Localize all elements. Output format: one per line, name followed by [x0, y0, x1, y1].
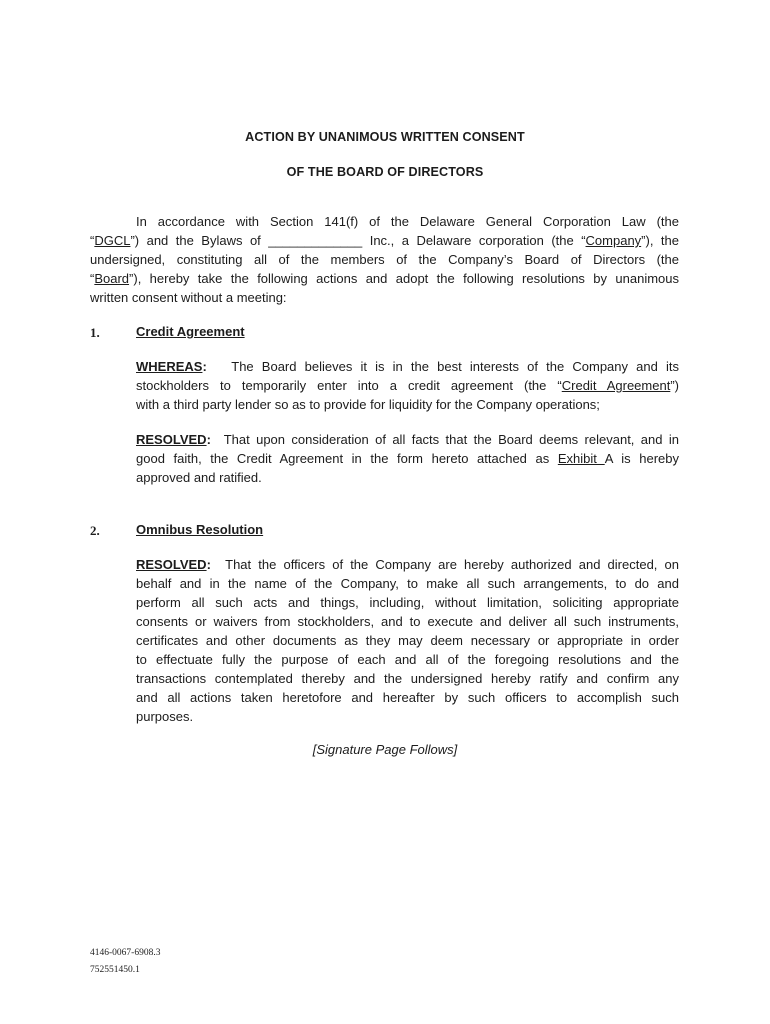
resolved-line: consents or waivers from stockholders, and to execute and deliver all such instruments,	[136, 614, 679, 629]
intro-line: undersigned, constituting all of the members of the Company’s Board of Directors (the	[90, 252, 679, 267]
footer-doc-code-1: 4146-0067-6908.3	[90, 948, 161, 958]
dgcl-term: DGCL	[94, 233, 131, 248]
resolved-line: RESOLVED: That the officers of the Company are hereby authorized and directed, on	[136, 557, 679, 572]
resolved-label: RESOLVED	[136, 557, 207, 572]
resolved-clause-1	[136, 430, 679, 487]
resolved-line: approved and ratified.	[136, 470, 262, 485]
resolved-label: RESOLVED	[136, 432, 207, 447]
whereas-clause	[136, 357, 679, 414]
whereas-label: WHEREAS	[136, 359, 203, 374]
whereas-line: WHEREAS: The Board believes it is in the best interests of the Company and its	[136, 359, 679, 374]
whereas-line: with a third party lender so as to provide for liquidity for the Company operations;	[136, 397, 600, 412]
section-2-heading: Omnibus Resolution	[136, 522, 264, 537]
document-title: ACTION BY UNANIMOUS WRITTEN CONSENT	[245, 130, 525, 144]
signature-page-note: [Signature Page Follows]	[312, 742, 458, 757]
resolved-line: certificates and other documents as they may deem necessary or appropriate in order	[136, 633, 679, 648]
section-1-number: 1.	[90, 325, 100, 340]
resolved-line: RESOLVED: That upon consideration of all facts that the Board deems relevant, and in	[136, 432, 679, 447]
resolved-line: good faith, the Credit Agreement in the form hereto attached as Exhibit A is hereby	[136, 451, 679, 466]
exhibit-reference: Exhibit	[557, 451, 605, 466]
section-1-heading: Credit Agreement	[136, 324, 245, 339]
whereas-line: stockholders to temporarily enter into a credit agreement (the “Credit Agreement”)	[136, 378, 679, 393]
credit-agreement-term: Credit Agreement	[561, 378, 671, 393]
resolved-line: to effectuate fully the purpose of each and all of the foregoing resolutions and the	[136, 652, 679, 667]
intro-line: In accordance with Section 141(f) of the Delaware General Corporation Law (the	[136, 214, 679, 229]
resolved-line: and all actions taken heretofore and hereafter by such officers to accomplish such	[136, 690, 679, 705]
resolved-line: purposes.	[136, 709, 194, 724]
board-term: Board	[94, 271, 130, 286]
company-term: Company	[585, 233, 642, 248]
intro-line: written consent without a meeting:	[90, 290, 287, 305]
resolved-clause-2	[136, 555, 679, 726]
footer-doc-code-2: 752551450.1	[90, 965, 140, 975]
intro-line: “Board”), hereby take the following actions and adopt the following resolutions by unanimous	[90, 271, 679, 286]
intro-line: “DGCL”) and the Bylaws of _____________ Inc., a Delaware corporation (the “Company”), the	[90, 233, 679, 248]
intro-paragraph	[90, 212, 679, 307]
section-2-number: 2.	[90, 523, 100, 538]
resolved-line: perform all such acts and things, including, without limitation, soliciting appropriate	[136, 595, 679, 610]
resolved-line: behalf and in the name of the Company, to make all such arrangements, to do and	[136, 576, 679, 591]
resolved-line: transactions contemplated thereby and the undersigned hereby ratify and confirm any	[136, 671, 679, 686]
document-subtitle: OF THE BOARD OF DIRECTORS	[286, 165, 484, 179]
